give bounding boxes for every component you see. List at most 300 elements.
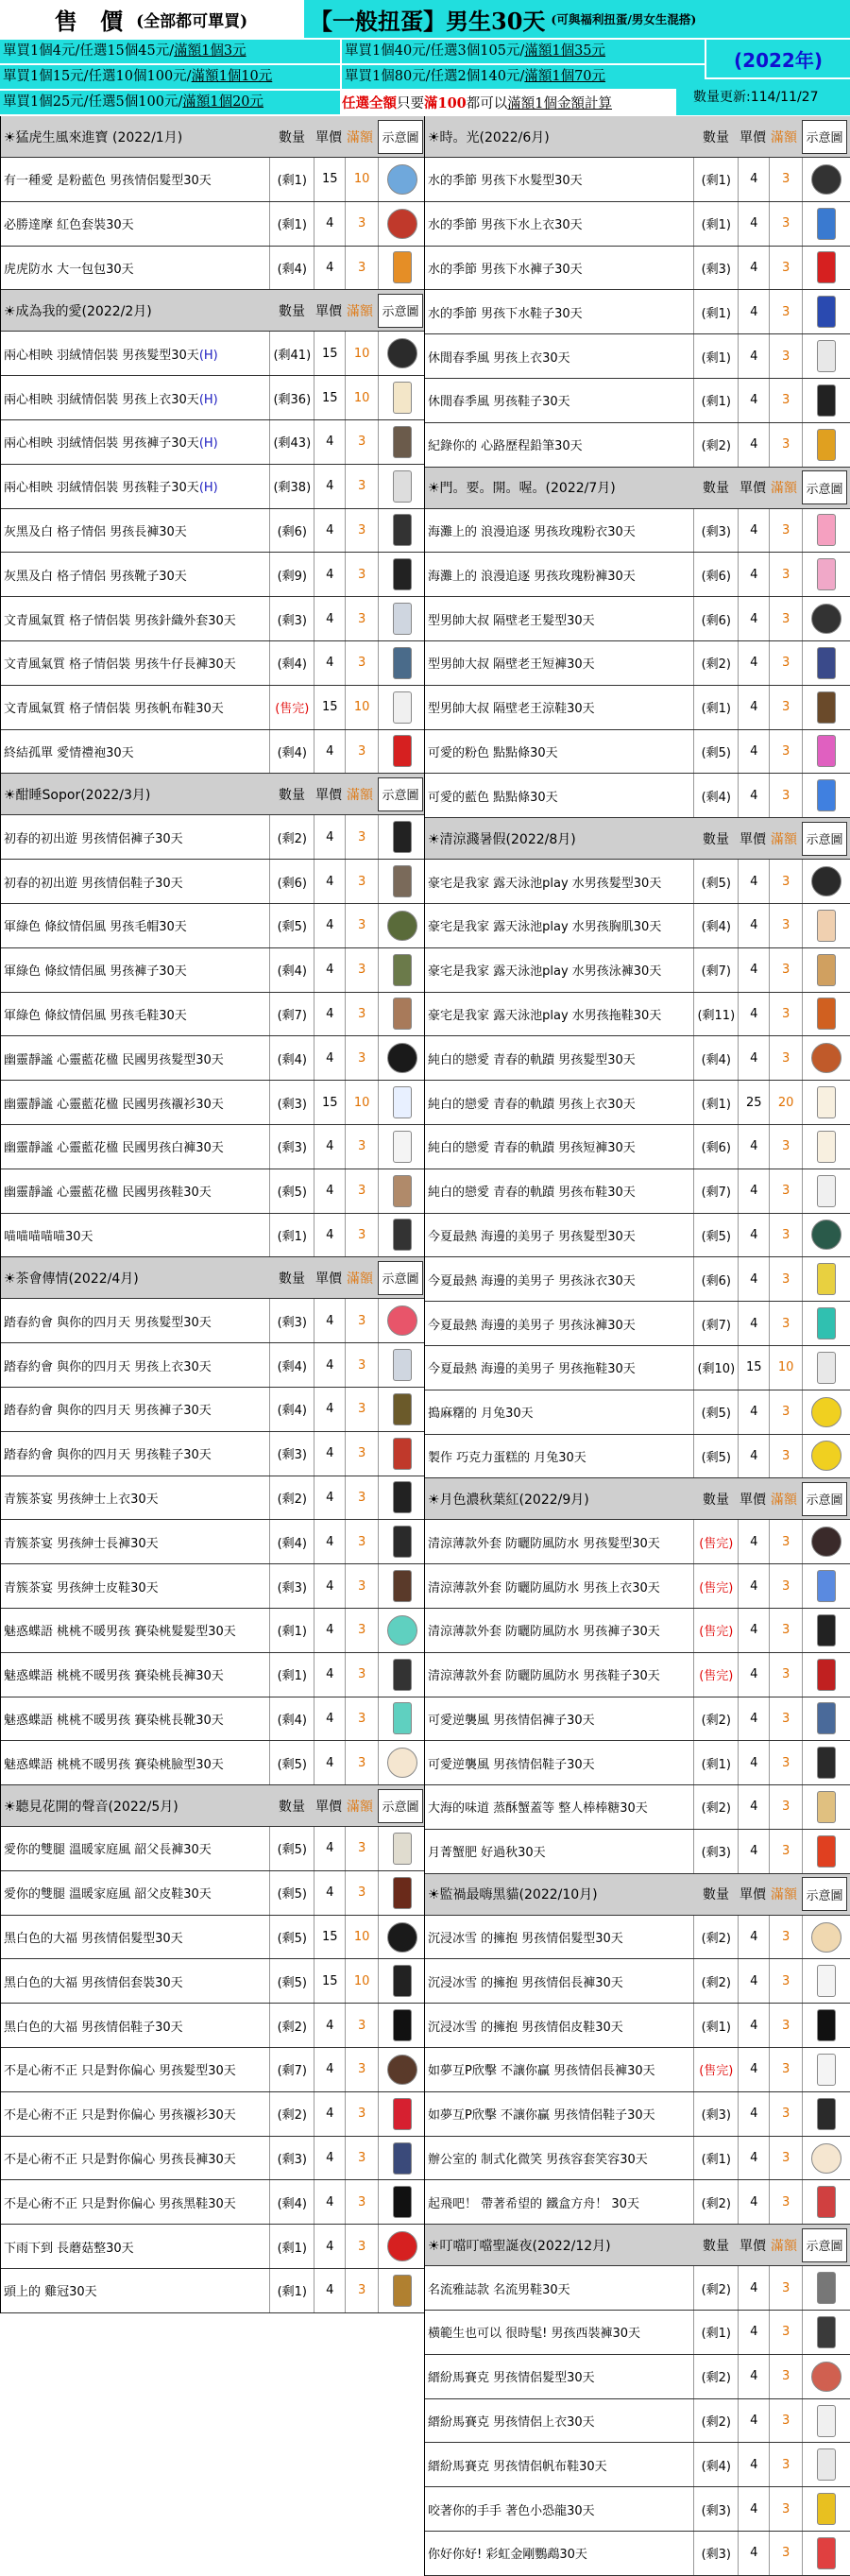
item-name-text: 型男帥大叔 隔壁老王涼鞋30天 [428,702,595,717]
item-row [425,553,850,597]
item-name [425,521,693,539]
item-name [1,1137,269,1155]
item-name [425,1842,693,1860]
item-quantity: (剩38) [269,465,314,508]
item-name [1,610,269,628]
item-quantity: (剩1) [693,334,738,378]
item-name-text: 水的季節 男孩下水鞋子30天 [428,306,583,321]
item-image-cell [378,1343,426,1387]
item-price: 4 [314,815,345,859]
item-full-price: 3 [769,2180,802,2224]
item-price: 4 [738,1214,769,1257]
item-thumbnail [817,2272,836,2304]
section-header [425,1874,850,1916]
item-name [425,873,693,891]
item-price: 4 [314,860,345,903]
item-price: 4 [314,730,345,774]
item-full-price: 3 [769,334,802,378]
item-name-text: 青簇茶宴 男孩紳士皮鞋30天 [4,1580,159,1595]
item-thumbnail [393,2098,412,2130]
price-header: 單價 [740,1492,766,1508]
item-price: 4 [738,993,769,1036]
item-name [425,1533,693,1551]
item-thumbnail [817,251,836,283]
item-quantity: (剩11) [693,993,738,1036]
item-thumbnail [817,208,836,240]
right-column [424,116,850,2576]
item-thumbnail [811,1922,842,1953]
item-image-cell [802,1081,850,1124]
item-name-text: 必勝達摩 紅色套裝30天 [4,218,134,233]
item-name-text: 海灘上的 浪漫追逐 男孩玫瑰粉褲30天 [428,569,636,584]
item-name-text: 水的季節 男孩下水髮型30天 [428,174,583,189]
item-row [425,686,850,730]
section-header [425,116,850,158]
image-header: 示意圖 [378,120,423,154]
item-full-price: 3 [769,1916,802,1959]
face-icon [811,2143,842,2174]
item-image-cell [802,948,850,992]
hair-icon [387,1043,417,1073]
section-header [1,1785,426,1827]
item-name [1,1928,269,1946]
qty-header: 數量 [703,129,729,145]
item-row [425,1564,850,1609]
item-image-cell [378,158,426,201]
item-image-cell [802,2532,850,2575]
jeans-icon [393,2142,412,2175]
item-quantity: (剩5) [693,1214,738,1257]
item-thumbnail [393,1659,412,1691]
item-price: 15 [314,1959,345,2003]
item-full-price: 3 [769,1697,802,1741]
item-row [1,1520,426,1564]
item-name-text: 初春的初出遊 男孩情侶褲子30天 [4,831,183,846]
item-name [425,1005,693,1023]
item-image-cell [378,1169,426,1213]
item-full-price: 3 [769,1036,802,1080]
item-name [425,1315,693,1333]
item-quantity: (剩2) [693,1785,738,1829]
item-quantity: (剩1) [269,158,314,201]
item-name-text: 魅惑蝶語 桃桃不暖男孩 賽染桃臉型30天 [4,1757,224,1772]
item-quantity: (剩4) [269,1520,314,1563]
item-full-price: 3 [345,1827,378,1870]
price-rule-text: 單買1個40元/任選3個105元/ [345,43,525,59]
item-thumbnail [811,1220,842,1250]
item-image-cell [802,2311,850,2354]
image-header: 示意圖 [378,1261,423,1295]
item-image-cell [802,2487,850,2531]
item-name [425,1972,693,1990]
item-name [1,698,269,716]
item-quantity: (剩3) [269,1564,314,1608]
item-quantity: (剩3) [693,247,738,290]
price-rule-1 [0,40,340,63]
shorts-icon [817,647,836,679]
item-price: 4 [738,247,769,290]
item-image-cell [378,2225,426,2268]
item-image-cell [378,1959,426,2003]
item-name-text: 兩心相映 羽絨情侶裝 男孩上衣30天 [4,392,199,407]
item-thumbnail [393,954,412,986]
hair-icon [811,1922,842,1953]
item-name [425,2544,693,2562]
qty-header: 數量 [279,1271,305,1287]
item-name [1,1182,269,1200]
item-name-text: 紀錄你的 心路歷程鉛筆30天 [428,439,583,454]
item-thumbnail [811,1043,842,1073]
item-image-cell [802,1390,850,1434]
item-quantity: (剩5) [693,1390,738,1434]
item-name [1,1400,269,1418]
item-row [1,1125,426,1169]
item-name [1,742,269,760]
item-image-cell [802,597,850,640]
item-full-price: 3 [769,2311,802,2354]
item-full-price: 3 [345,597,378,640]
image-header: 示意圖 [802,2228,847,2262]
item-name [1,1665,269,1683]
item-name [425,1137,693,1155]
image-header: 示意圖 [802,1482,847,1516]
item-quantity: (剩1) [693,1741,738,1784]
item-price: 4 [738,860,769,903]
full-header: 滿額 [771,831,797,847]
title-main: 售 價 [54,7,131,35]
hair-icon [811,866,842,896]
item-full-price: 3 [769,247,802,290]
item-name [1,1312,269,1330]
moon-icon [811,1441,842,1471]
boots-icon [393,1702,412,1734]
item-name [1,1884,269,1902]
item-thumbnail [393,735,412,767]
item-thumbnail [393,514,412,546]
image-header: 示意圖 [378,294,423,328]
price-header: 單價 [315,129,342,145]
section-header [1,1257,426,1299]
item-quantity: (剩2) [269,2092,314,2136]
item-quantity: (剩1) [693,379,738,422]
section-title: ☀清涼濺暑假(2022/8月) [428,831,576,847]
full-header: 滿額 [771,481,797,497]
item-quantity: (剩5) [693,860,738,903]
item-quantity: (剩6) [269,860,314,903]
item-image-cell [378,202,426,246]
daruma-icon [387,209,417,239]
item-price: 4 [738,1435,769,1478]
item-name-text: 如夢互P欣擊 不讓你贏 男孩情侶鞋子30天 [428,2108,655,2124]
price-header: 單價 [740,129,766,145]
item-image-cell [378,1520,426,1563]
hair-icon [387,338,417,368]
item-row [425,1959,850,2004]
wand-icon [817,735,836,767]
item-quantity: (剩5) [693,730,738,774]
item-name [1,873,269,891]
item-image-cell [802,1564,850,1608]
item-name [1,961,269,979]
item-image-cell [802,1785,850,1829]
full-header: 滿額 [347,129,373,145]
price-header: 單價 [315,787,342,803]
item-quantity: (剩1) [269,202,314,246]
item-name [425,698,693,716]
item-name [425,1094,693,1112]
item-name-text: 純白的戀愛 青春的軌蹟 男孩短褲30天 [428,1141,636,1156]
item-name-text: 頭上的 雞冠30天 [4,2285,97,2300]
item-quantity: (剩1) [693,1081,738,1124]
item-thumbnail [393,998,412,1030]
shoes-icon [393,470,412,503]
item-thumbnail [393,470,412,503]
item-image-cell [378,1827,426,1870]
jacket-icon [817,1570,836,1602]
item-full-price: 10 [345,158,378,201]
price-header: 單價 [315,1271,342,1287]
item-name-text: 愛你的雙腿 溫暖家庭風 韶父長褲30天 [4,1843,212,1858]
item-image-cell [802,1257,850,1301]
item-row [1,1432,426,1476]
boots-icon [393,558,412,590]
item-quantity: (剩3) [269,1432,314,1476]
item-full-price: 3 [769,2004,802,2047]
price-header: 單價 [315,303,342,319]
item-image-cell [378,1388,426,1431]
jeans-icon [393,647,412,679]
section-title: ☀酣睡Sopor(2022/3月) [4,787,151,803]
item-name [1,1754,269,1772]
item-row [425,423,850,468]
item-row [425,1036,850,1081]
item-full-price: 3 [345,2004,378,2047]
item-name-text: 今夏最熱 海邊的美男子 男孩泳褲30天 [428,1318,636,1333]
body-icon [817,910,836,942]
item-quantity: (剩3) [693,509,738,553]
item-full-price: 3 [345,993,378,1036]
item-price: 4 [738,686,769,729]
item-name-text: 黑白色的大福 男孩情侶髮型30天 [4,1932,183,1947]
item-price: 4 [738,2048,769,2091]
promo-calc: 滿額1個金額計算 [507,96,613,111]
price-rule-3 [0,91,340,114]
item-row [1,1214,426,1258]
item-image-cell [802,2004,850,2047]
item-full-price: 3 [345,2180,378,2224]
item-name-text: 幽靈靜謐 心靈藍花楹 民國男孩襯衫30天 [4,1097,224,1112]
item-full-price: 10 [769,1346,802,1390]
item-quantity: (剩6) [269,509,314,553]
item-thumbnail [817,2186,836,2218]
item-row [1,553,426,597]
item-full-price: 3 [345,2137,378,2180]
item-quantity: (售完) [693,1653,738,1697]
item-name [425,2149,693,2167]
item-price: 15 [314,332,345,375]
pants-icon [817,558,836,590]
item-thumbnail [811,2362,842,2392]
price-rule-full: 滿額1個10元 [191,69,273,84]
item-name-text: 豪宅是我家 露天泳池play 水男孩髮型30天 [428,876,662,891]
item-full-price: 3 [345,1564,378,1608]
item-price: 4 [314,1214,345,1257]
item-quantity: (剩1) [269,2269,314,2312]
item-row [1,1741,426,1785]
item-quantity: (剩2) [693,423,738,467]
item-quantity: (剩2) [269,1476,314,1520]
item-quantity: (剩5) [693,1435,738,1478]
item-quantity: (剩3) [269,1081,314,1124]
item-name-text: 海灘上的 浪漫追逐 男孩玫瑰粉衣30天 [428,524,636,539]
item-name-text: 月菁蟹肥 好過秋30天 [428,1846,546,1861]
item-name [1,2149,269,2167]
item-name-text: 製作 巧克力蛋糕的 月兔30天 [428,1450,586,1465]
item-thumbnail [817,998,836,1030]
item-price: 4 [314,1125,345,1169]
item-price: 4 [738,1830,769,1873]
item-full-price: 3 [345,2269,378,2312]
item-thumbnail [817,2537,836,2569]
item-price: 4 [738,904,769,947]
item-image-cell [378,420,426,464]
item-price: 4 [738,202,769,246]
item-name-text: 喵喵喵喵喵30天 [4,1229,94,1244]
item-price: 4 [738,1257,769,1301]
item-full-price: 3 [345,2048,378,2091]
item-image-cell [378,1214,426,1257]
qty-header: 數量 [279,129,305,145]
item-image-cell [802,247,850,290]
qty-header: 數量 [703,481,729,497]
item-thumbnail [393,1086,412,1118]
item-name-text: 豪宅是我家 露天泳池play 水男孩拖鞋30天 [428,1008,662,1023]
item-row [1,686,426,730]
item-thumbnail [393,1393,412,1425]
item-image-cell [378,465,426,508]
item-name-text: 黑白色的大福 男孩情侶套裝30天 [4,1975,183,1990]
crab-icon [817,1835,836,1868]
item-name [1,566,269,584]
item-row [1,2269,426,2313]
item-image-cell [802,2092,850,2136]
item-row [425,2311,850,2355]
gacha-title [304,0,850,38]
shoes-icon [393,2009,412,2041]
item-name [1,1489,269,1507]
item-price: 4 [738,2137,769,2180]
quantity-updated: 數量更新:114/11/27 [676,79,850,115]
price-rule-text: 單買1個15元/任選10個100元/ [3,69,192,84]
item-price: 4 [738,730,769,774]
section-header [1,116,426,158]
item-name-text: 橫範生也可以 很時髦! 男孩西裝褲30天 [428,2327,641,2342]
item-image-cell [378,686,426,729]
price-rule-full: 滿額1個35元 [524,43,606,59]
item-quantity: (剩1) [693,686,738,729]
item-name [1,1839,269,1857]
item-price: 4 [314,1827,345,1870]
item-thumbnail [387,1305,417,1336]
item-name-text: 青簇茶宴 男孩紳士長褲30天 [4,1536,159,1551]
item-name-text: 魅惑蝶語 桃桃不暖男孩 賽染桃長靴30天 [4,1713,224,1728]
item-full-price: 3 [345,1653,378,1697]
item-name-text: 終結孤單 愛情禮袍30天 [4,745,134,760]
hair-icon [811,1043,842,1073]
item-thumbnail [387,1615,417,1646]
item-name [1,214,269,232]
item-name-text: 清涼薄款外套 防曬防風防水 男孩上衣30天 [428,1580,660,1595]
image-header: 示意圖 [802,822,847,856]
section-title: ☀成為我的愛(2022/2月) [4,303,152,319]
item-thumbnail [393,647,412,679]
item-thumbnail [811,866,842,896]
item-image-cell [378,860,426,903]
item-name-text: 今夏最熱 海邊的美男子 男孩拖鞋30天 [428,1362,636,1377]
item-quantity: (售完) [269,686,314,729]
item-full-price: 3 [345,1388,378,1431]
item-row [425,860,850,904]
item-quantity: (剩5) [269,1871,314,1915]
item-row [1,1388,426,1432]
item-image-cell [378,1916,426,1959]
item-price: 4 [738,2004,769,2047]
item-row [1,465,426,509]
item-row [1,1827,426,1871]
item-image-cell [802,2266,850,2310]
item-full-price: 3 [769,860,802,903]
item-price: 4 [314,2225,345,2268]
item-price: 4 [738,2532,769,2575]
item-quantity: (售完) [693,1564,738,1608]
cat-icon [393,1219,412,1251]
item-thumbnail [817,2316,836,2348]
image-header: 示意圖 [802,120,847,154]
full-header: 滿額 [771,1887,797,1903]
item-name-text: 休閒春季風 男孩鞋子30天 [428,395,570,410]
item-thumbnail [393,2009,412,2041]
item-name-text: 型男帥大叔 隔壁老王短褲30天 [428,657,595,673]
item-quantity: (剩2) [693,2180,738,2224]
item-price: 4 [738,1785,769,1829]
item-row [425,202,850,247]
item-thumbnail [393,1481,412,1513]
full-header: 滿額 [347,787,373,803]
item-row [425,290,850,334]
item-full-price: 3 [769,1609,802,1652]
item-name-text: 型男帥大叔 隔壁老王髮型30天 [428,613,595,628]
item-full-price: 3 [345,2225,378,2268]
item-thumbnail [393,1131,412,1163]
item-full-price: 3 [769,1302,802,1345]
item-image-cell [378,332,426,375]
shorts-icon [817,251,836,283]
item-row [1,158,426,202]
item-name-text: 灰黑及白 格子情侶 男孩靴子30天 [4,569,187,584]
item-image-cell [802,1036,850,1080]
section-header [425,468,850,509]
item-price: 4 [314,2004,345,2047]
item-name [1,521,269,539]
item-name [1,828,269,846]
item-name-text: 搗麻糬的 月兔30天 [428,1407,534,1422]
item-name-text: 下雨下到 長蘑菇整30天 [4,2241,134,2256]
item-quantity: (剩1) [693,202,738,246]
item-name-text: 踏春約會 與你的四月天 男孩褲子30天 [4,1404,212,1419]
coat-icon [393,2275,412,2307]
item-name-text: 清涼薄款外套 防曬防風防水 男孩髮型30天 [428,1536,660,1551]
item-thumbnail [817,954,836,986]
